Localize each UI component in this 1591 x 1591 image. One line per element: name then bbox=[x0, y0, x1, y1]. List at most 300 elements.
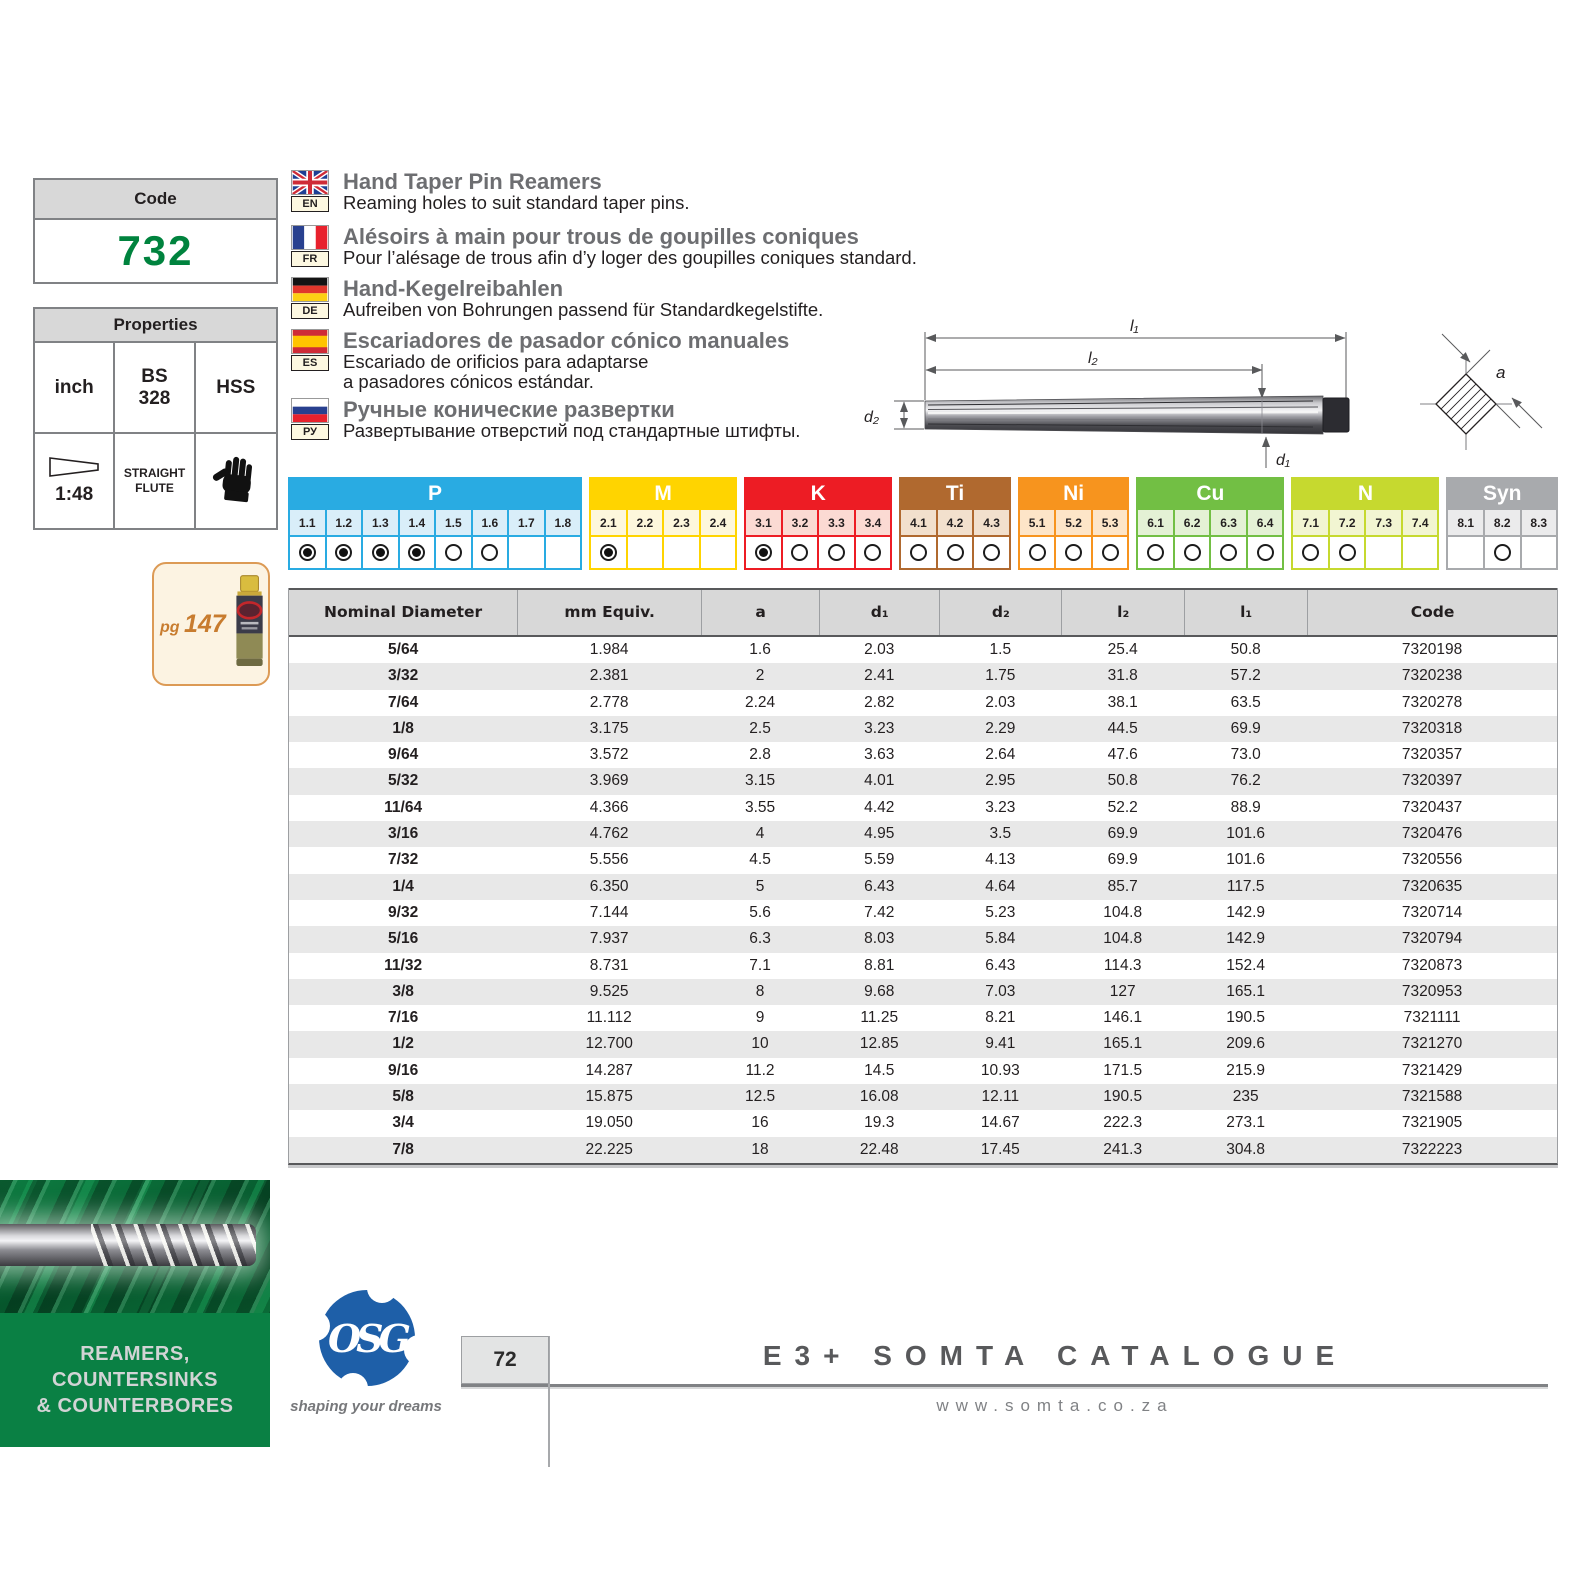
table-cell: 3/32 bbox=[388, 667, 419, 685]
table-cell: 7320476 bbox=[1401, 825, 1463, 843]
page-number: 72 bbox=[461, 1336, 549, 1384]
material-radio-7.4 bbox=[1402, 536, 1439, 569]
category-photo bbox=[0, 1180, 270, 1313]
table-cell: 69.9 bbox=[1230, 719, 1261, 737]
table-cell: 8 bbox=[755, 982, 765, 1000]
table-cell: 114.3 bbox=[1103, 956, 1142, 974]
radio-empty-icon bbox=[1220, 544, 1237, 561]
table-cell: 7322223 bbox=[1401, 1140, 1463, 1158]
table-cell: 7321429 bbox=[1401, 1061, 1463, 1079]
lang-subtitle-fr: Pour l’alésage de trous afin d’y loger des goupilles coniques standard. bbox=[343, 247, 917, 269]
table-row bbox=[289, 768, 1557, 794]
table-cell: 142.9 bbox=[1226, 930, 1266, 948]
table-cell: 4.762 bbox=[589, 825, 629, 843]
table-cell: 4.13 bbox=[985, 851, 1016, 869]
table-cell: 44.5 bbox=[1107, 719, 1138, 737]
table-cell: 4 bbox=[755, 825, 765, 843]
material-cell-label: 1.8 bbox=[545, 509, 582, 536]
osg-logo-text: OSG bbox=[328, 1316, 406, 1361]
radio-empty-icon bbox=[445, 544, 462, 561]
table-cell: 16 bbox=[751, 1114, 769, 1132]
table-cell: 1.5 bbox=[989, 641, 1012, 658]
material-radio-2.2 bbox=[627, 536, 664, 569]
radio-selected-icon bbox=[372, 544, 389, 561]
table-cell: 11.25 bbox=[860, 1009, 899, 1027]
table-cell: 12.5 bbox=[744, 1088, 776, 1106]
material-cell-label: 1.1 bbox=[289, 509, 326, 536]
table-cell: 57.2 bbox=[1230, 667, 1261, 685]
radio-empty-icon bbox=[1302, 544, 1319, 561]
radio-empty-icon bbox=[910, 544, 927, 561]
material-group-Cu bbox=[1136, 477, 1284, 570]
table-body bbox=[289, 637, 1557, 1163]
table-cell: 16.08 bbox=[859, 1088, 899, 1106]
material-cell-label: 1.3 bbox=[362, 509, 399, 536]
material-cell-label: 6.2 bbox=[1174, 509, 1211, 536]
table-row bbox=[289, 847, 1557, 873]
material-cell-label: 7.3 bbox=[1365, 509, 1402, 536]
code-value: 732 bbox=[117, 227, 194, 274]
properties-title: Properties bbox=[35, 309, 276, 343]
table-cell: 3.175 bbox=[589, 719, 629, 737]
table-cell: 2 bbox=[755, 667, 765, 685]
table-cell: 12.85 bbox=[859, 1035, 899, 1053]
table-cell: 7321905 bbox=[1401, 1114, 1463, 1132]
material-radio-4.3[interactable] bbox=[973, 536, 1010, 569]
material-group-label: K bbox=[745, 478, 891, 509]
table-cell: 2.5 bbox=[749, 719, 771, 737]
table-row bbox=[289, 795, 1557, 821]
table-cell: 3.572 bbox=[589, 746, 629, 764]
table-cell: 7320953 bbox=[1401, 982, 1463, 1000]
lang-subtitle-en: Reaming holes to suit standard taper pins. bbox=[343, 192, 690, 214]
lang-row-fr bbox=[291, 225, 971, 268]
table-cell: 142.9 bbox=[1226, 903, 1266, 921]
table-row bbox=[289, 1084, 1557, 1110]
table-cell: 222.3 bbox=[1103, 1114, 1143, 1132]
table-cell: 117.5 bbox=[1226, 877, 1265, 895]
radio-empty-icon bbox=[1102, 544, 1119, 561]
material-radio-1.3[interactable] bbox=[362, 536, 399, 569]
table-cell: 6.43 bbox=[985, 956, 1016, 974]
table-cell: 9/16 bbox=[388, 1061, 419, 1079]
lang-code-ru: РУ bbox=[291, 424, 329, 440]
radio-selected-icon bbox=[408, 544, 425, 561]
radio-empty-icon bbox=[828, 544, 845, 561]
table-cell: 6.3 bbox=[749, 930, 771, 948]
table-cell: 8.03 bbox=[864, 930, 895, 948]
table-cell: 9.525 bbox=[589, 982, 629, 1000]
table-cell: 152.4 bbox=[1226, 956, 1266, 974]
table-cell: 5.6 bbox=[749, 903, 771, 921]
material-cell-label: 4.3 bbox=[973, 509, 1010, 536]
radio-empty-icon bbox=[864, 544, 881, 561]
table-cell: 7.144 bbox=[589, 903, 629, 921]
material-cell-label: 1.2 bbox=[326, 509, 363, 536]
table-cell: 22.48 bbox=[859, 1140, 899, 1158]
table-cell: 190.5 bbox=[1103, 1088, 1143, 1106]
lang-row-en bbox=[291, 170, 971, 213]
material-radio-8.2[interactable] bbox=[1484, 536, 1521, 569]
material-group-label: M bbox=[590, 478, 736, 509]
radio-empty-icon bbox=[1029, 544, 1046, 561]
material-radio-3.4[interactable] bbox=[855, 536, 892, 569]
table-cell: 9/64 bbox=[388, 746, 419, 764]
material-group-label: Syn bbox=[1447, 478, 1557, 509]
table-cell: 19.3 bbox=[864, 1114, 895, 1132]
category-line: COUNTERSINKS bbox=[51, 1368, 218, 1391]
material-radio-3.2[interactable] bbox=[782, 536, 819, 569]
table-cell: 9.68 bbox=[864, 982, 895, 1000]
material-cell-label: 1.5 bbox=[435, 509, 472, 536]
table-cell: 7/16 bbox=[388, 1009, 419, 1027]
dim-l1-label: l₁ bbox=[1130, 318, 1139, 335]
table-cell: 3.55 bbox=[744, 798, 776, 816]
table-cell: 4.42 bbox=[864, 798, 895, 816]
table-cell: 2.8 bbox=[749, 746, 771, 764]
radio-empty-icon bbox=[1065, 544, 1082, 561]
material-radio-1.7 bbox=[508, 536, 545, 569]
lang-subtitle-es: Escariado de orificios para adaptarse bbox=[343, 351, 649, 373]
property-standard: BS 328 bbox=[115, 343, 195, 434]
table-cell: 5 bbox=[755, 877, 765, 895]
radio-empty-icon bbox=[791, 544, 808, 561]
table-cell: 6.350 bbox=[589, 877, 629, 895]
table-cell: 9 bbox=[755, 1009, 765, 1027]
properties-box bbox=[33, 307, 278, 530]
material-cell-label: 2.4 bbox=[700, 509, 737, 536]
material-group-label: Ti bbox=[900, 478, 1010, 509]
table-cell: 241.3 bbox=[1103, 1140, 1143, 1158]
lang-code-de: DE bbox=[291, 303, 329, 319]
material-cell-label: 4.2 bbox=[937, 509, 974, 536]
table-row bbox=[289, 1031, 1557, 1057]
table-cell: 146.1 bbox=[1103, 1009, 1143, 1027]
code-box-title: Code bbox=[35, 180, 276, 220]
table-cell: 101.6 bbox=[1226, 825, 1266, 843]
table-cell: 304.8 bbox=[1226, 1140, 1266, 1158]
material-radio-6.4[interactable] bbox=[1247, 536, 1284, 569]
property-material: HSS bbox=[196, 343, 276, 434]
flag-spain-icon bbox=[291, 329, 329, 354]
material-radio-5.1[interactable] bbox=[1019, 536, 1056, 569]
material-group-label: Cu bbox=[1137, 478, 1283, 509]
material-group-K bbox=[744, 477, 892, 570]
lang-code-fr: FR bbox=[291, 251, 329, 267]
table-cell: 12.700 bbox=[585, 1035, 633, 1053]
table-cell: 3/4 bbox=[392, 1114, 414, 1132]
table-row bbox=[289, 663, 1557, 689]
taper-icon bbox=[48, 456, 100, 478]
lang-title-es: Escariadores de pasador cónico manuales bbox=[343, 328, 790, 354]
material-cell-label: 1.4 bbox=[399, 509, 436, 536]
table-row bbox=[289, 953, 1557, 979]
material-cell-label: 2.2 bbox=[627, 509, 664, 536]
table-cell: 1.6 bbox=[749, 641, 771, 658]
material-cell-label: 3.4 bbox=[855, 509, 892, 536]
material-cell-label: 2.3 bbox=[663, 509, 700, 536]
radio-empty-icon bbox=[1339, 544, 1356, 561]
col-l1: l₁ bbox=[1184, 590, 1307, 635]
material-radio-5.2[interactable] bbox=[1055, 536, 1092, 569]
lang-title-fr: Alésoirs à main pour trous de goupilles coniques bbox=[343, 224, 859, 250]
col-a: a bbox=[701, 590, 819, 635]
material-radio-1.4[interactable] bbox=[399, 536, 436, 569]
table-cell: 5.556 bbox=[589, 851, 629, 869]
material-group-P bbox=[288, 477, 582, 570]
table-cell: 4.366 bbox=[589, 798, 629, 816]
lang-subtitle-ru: Развертывание отверстий под стандартные штифты. bbox=[343, 420, 801, 442]
table-cell: 1/4 bbox=[392, 877, 414, 895]
table-cell: 18 bbox=[751, 1140, 769, 1158]
dim-l2-label: l₂ bbox=[1088, 350, 1098, 367]
table-row bbox=[289, 637, 1557, 663]
material-radio-4.1[interactable] bbox=[900, 536, 937, 569]
table-cell: 3.63 bbox=[864, 746, 895, 764]
material-cell-label: 8.3 bbox=[1521, 509, 1558, 536]
glove-icon bbox=[212, 455, 260, 507]
table-cell: 11.2 bbox=[745, 1061, 775, 1079]
page-reference-label: pg 147 bbox=[160, 609, 226, 638]
table-cell: 7320397 bbox=[1401, 772, 1463, 790]
table-cell: 7/32 bbox=[388, 851, 419, 869]
table-cell: 165.1 bbox=[1103, 1035, 1143, 1053]
material-radio-3.3[interactable] bbox=[818, 536, 855, 569]
table-row bbox=[289, 1005, 1557, 1031]
table-cell: 85.7 bbox=[1107, 877, 1138, 895]
table-cell: 73.0 bbox=[1230, 746, 1261, 764]
table-cell: 5/8 bbox=[392, 1088, 414, 1106]
material-radio-1.6[interactable] bbox=[472, 536, 509, 569]
material-radio-2.4 bbox=[700, 536, 737, 569]
table-cell: 5.59 bbox=[864, 851, 895, 869]
table-cell: 9.41 bbox=[985, 1035, 1016, 1053]
lang-title-ru: Ручные конические развертки bbox=[343, 397, 675, 423]
radio-selected-icon bbox=[335, 544, 352, 561]
table-cell: 1.75 bbox=[985, 667, 1016, 685]
material-cell-label: 1.6 bbox=[472, 509, 509, 536]
table-cell: 11/32 bbox=[384, 956, 423, 974]
page-reference-chip[interactable] bbox=[152, 562, 270, 686]
table-cell: 2.778 bbox=[589, 693, 629, 711]
table-cell: 2.24 bbox=[744, 693, 776, 711]
table-cell: 4.5 bbox=[749, 851, 771, 869]
material-radio-2.1[interactable] bbox=[590, 536, 627, 569]
table-cell: 5/64 bbox=[388, 641, 419, 658]
table-cell: 3.23 bbox=[864, 719, 895, 737]
col-code: Code bbox=[1307, 590, 1557, 635]
radio-empty-icon bbox=[481, 544, 498, 561]
col-mm-equiv: mm Equiv. bbox=[517, 590, 701, 635]
table-row bbox=[289, 900, 1557, 926]
table-cell: 63.5 bbox=[1230, 693, 1261, 711]
table-cell: 235 bbox=[1232, 1088, 1259, 1106]
table-cell: 38.1 bbox=[1107, 693, 1138, 711]
table-row bbox=[289, 821, 1557, 847]
material-cell-label: 3.2 bbox=[782, 509, 819, 536]
material-cell-label: 6.3 bbox=[1210, 509, 1247, 536]
flag-france-icon bbox=[291, 225, 329, 250]
table-cell: 11.112 bbox=[586, 1009, 632, 1027]
material-cell-label: 8.1 bbox=[1447, 509, 1484, 536]
table-cell: 273.1 bbox=[1226, 1114, 1266, 1132]
table-cell: 2.64 bbox=[985, 746, 1016, 764]
material-radio-6.3[interactable] bbox=[1210, 536, 1247, 569]
material-radio-6.2[interactable] bbox=[1174, 536, 1211, 569]
material-cell-label: 6.4 bbox=[1247, 509, 1284, 536]
table-cell: 215.9 bbox=[1226, 1061, 1266, 1079]
table-cell: 25.4 bbox=[1107, 641, 1138, 658]
table-cell: 19.050 bbox=[585, 1114, 633, 1132]
table-cell: 2.95 bbox=[985, 772, 1016, 790]
table-cell: 104.8 bbox=[1103, 930, 1143, 948]
flag-germany-icon bbox=[291, 277, 329, 302]
material-radio-1.5[interactable] bbox=[435, 536, 472, 569]
table-cell: 52.2 bbox=[1107, 798, 1138, 816]
table-cell: 7/64 bbox=[388, 693, 419, 711]
table-cell: 209.6 bbox=[1226, 1035, 1266, 1053]
lang-title-en: Hand Taper Pin Reamers bbox=[343, 169, 602, 194]
table-cell: 88.9 bbox=[1230, 798, 1261, 816]
material-radio-1.1[interactable] bbox=[289, 536, 326, 569]
material-cell-label: 3.1 bbox=[745, 509, 782, 536]
radio-empty-icon bbox=[1494, 544, 1511, 561]
table-cell: 1/2 bbox=[392, 1035, 414, 1053]
material-radio-1.8 bbox=[545, 536, 582, 569]
table-row bbox=[289, 874, 1557, 900]
reamer-dimension-drawing bbox=[858, 310, 1568, 480]
table-cell: 5.23 bbox=[985, 903, 1016, 921]
table-cell: 7320873 bbox=[1401, 956, 1463, 974]
table-row bbox=[289, 926, 1557, 952]
table-cell: 7320318 bbox=[1401, 719, 1463, 737]
table-row bbox=[289, 1137, 1557, 1163]
table-row bbox=[289, 716, 1557, 742]
category-line: REAMERS, bbox=[80, 1342, 190, 1365]
property-glove bbox=[196, 434, 276, 528]
table-cell: 4.01 bbox=[864, 772, 895, 790]
material-radio-1.2[interactable] bbox=[326, 536, 363, 569]
table-cell: 14.287 bbox=[585, 1061, 633, 1079]
table-cell: 7.42 bbox=[864, 903, 895, 921]
radio-empty-icon bbox=[1257, 544, 1274, 561]
table-cell: 7.03 bbox=[985, 982, 1016, 1000]
material-radio-8.1 bbox=[1447, 536, 1484, 569]
material-group-M bbox=[589, 477, 737, 570]
material-radio-7.1[interactable] bbox=[1292, 536, 1329, 569]
table-cell: 4.95 bbox=[864, 825, 895, 843]
table-cell: 8.81 bbox=[864, 956, 895, 974]
table-cell: 7321111 bbox=[1403, 1009, 1461, 1027]
table-cell: 22.225 bbox=[585, 1140, 633, 1158]
material-group-Ti bbox=[899, 477, 1011, 570]
table-cell: 2.41 bbox=[864, 667, 895, 685]
table-cell: 76.2 bbox=[1230, 772, 1261, 790]
material-cell-label: 5.3 bbox=[1092, 509, 1129, 536]
table-cell: 165.1 bbox=[1226, 982, 1266, 1000]
dim-d1-label: d₁ bbox=[1276, 452, 1290, 469]
material-radio-8.3 bbox=[1521, 536, 1558, 569]
table-cell: 5.84 bbox=[985, 930, 1016, 948]
table-row bbox=[289, 690, 1557, 716]
material-group-Ni bbox=[1018, 477, 1130, 570]
col-l2: l₂ bbox=[1061, 590, 1184, 635]
material-radio-5.3[interactable] bbox=[1092, 536, 1129, 569]
material-radio-7.2[interactable] bbox=[1329, 536, 1366, 569]
material-group-N bbox=[1291, 477, 1439, 570]
code-box bbox=[33, 178, 278, 284]
table-cell: 69.9 bbox=[1107, 825, 1138, 843]
radio-selected-icon bbox=[755, 544, 772, 561]
reamer-photo-flutes bbox=[91, 1224, 256, 1266]
material-cell-label: 1.7 bbox=[508, 509, 545, 536]
category-line: & COUNTERBORES bbox=[36, 1394, 234, 1417]
material-cell-label: 8.2 bbox=[1484, 509, 1521, 536]
table-cell: 7320238 bbox=[1401, 667, 1463, 685]
lang-title-de: Hand-Kegelreibahlen bbox=[343, 276, 564, 302]
table-cell: 4.64 bbox=[985, 877, 1016, 895]
material-radio-7.3 bbox=[1365, 536, 1402, 569]
table-cell: 5/16 bbox=[388, 930, 419, 948]
material-radio-3.1[interactable] bbox=[745, 536, 782, 569]
table-cell: 12.11 bbox=[981, 1088, 1020, 1106]
footer-rule bbox=[461, 1384, 1548, 1387]
lang-subtitle2-es: a pasadores cónicos estándar. bbox=[343, 371, 594, 393]
material-radio-6.1[interactable] bbox=[1137, 536, 1174, 569]
table-cell: 10 bbox=[751, 1035, 769, 1053]
lang-subtitle-de: Aufreiben von Bohrungen passend für Standardkegelstifte. bbox=[343, 299, 824, 321]
col-nominal-diameter: Nominal Diameter bbox=[324, 603, 483, 621]
material-cell-label: 2.1 bbox=[590, 509, 627, 536]
table-row bbox=[289, 1110, 1557, 1136]
table-cell: 3.5 bbox=[989, 825, 1012, 843]
website-url[interactable]: www.somta.co.za bbox=[936, 1396, 1174, 1415]
table-cell: 50.8 bbox=[1107, 772, 1138, 790]
table-cell: 47.6 bbox=[1107, 746, 1138, 764]
table-cell: 7320278 bbox=[1401, 693, 1463, 711]
col-d2: d₂ bbox=[939, 590, 1061, 635]
table-cell: 7.1 bbox=[749, 956, 771, 974]
table-cell: 17.45 bbox=[980, 1140, 1020, 1158]
table-cell: 2.03 bbox=[985, 693, 1016, 711]
table-row bbox=[289, 742, 1557, 768]
table-cell: 171.5 bbox=[1103, 1061, 1143, 1079]
table-cell: 7320635 bbox=[1401, 877, 1463, 895]
flag-russia-icon bbox=[291, 398, 329, 423]
category-banner bbox=[0, 1313, 270, 1447]
dimension-table bbox=[288, 588, 1558, 1165]
table-cell: 7320437 bbox=[1401, 798, 1463, 816]
dim-d2-label: d₂ bbox=[864, 409, 879, 426]
table-cell: 14.5 bbox=[864, 1061, 895, 1079]
material-radio-4.2[interactable] bbox=[937, 536, 974, 569]
table-cell: 14.67 bbox=[980, 1114, 1020, 1132]
table-cell: 3.23 bbox=[985, 798, 1016, 816]
radio-empty-icon bbox=[983, 544, 1000, 561]
radio-empty-icon bbox=[947, 544, 964, 561]
material-cell-label: 7.1 bbox=[1292, 509, 1329, 536]
table-cell: 1/8 bbox=[392, 719, 414, 737]
material-cell-label: 5.2 bbox=[1055, 509, 1092, 536]
lang-code-en: EN bbox=[291, 196, 329, 212]
table-cell: 7321270 bbox=[1401, 1035, 1463, 1053]
table-cell: 2.381 bbox=[589, 667, 629, 685]
material-cell-label: 7.2 bbox=[1329, 509, 1366, 536]
table-cell: 190.5 bbox=[1226, 1009, 1266, 1027]
table-cell: 10.93 bbox=[980, 1061, 1020, 1079]
col-d1: d₁ bbox=[819, 590, 939, 635]
material-selector bbox=[288, 477, 1558, 570]
